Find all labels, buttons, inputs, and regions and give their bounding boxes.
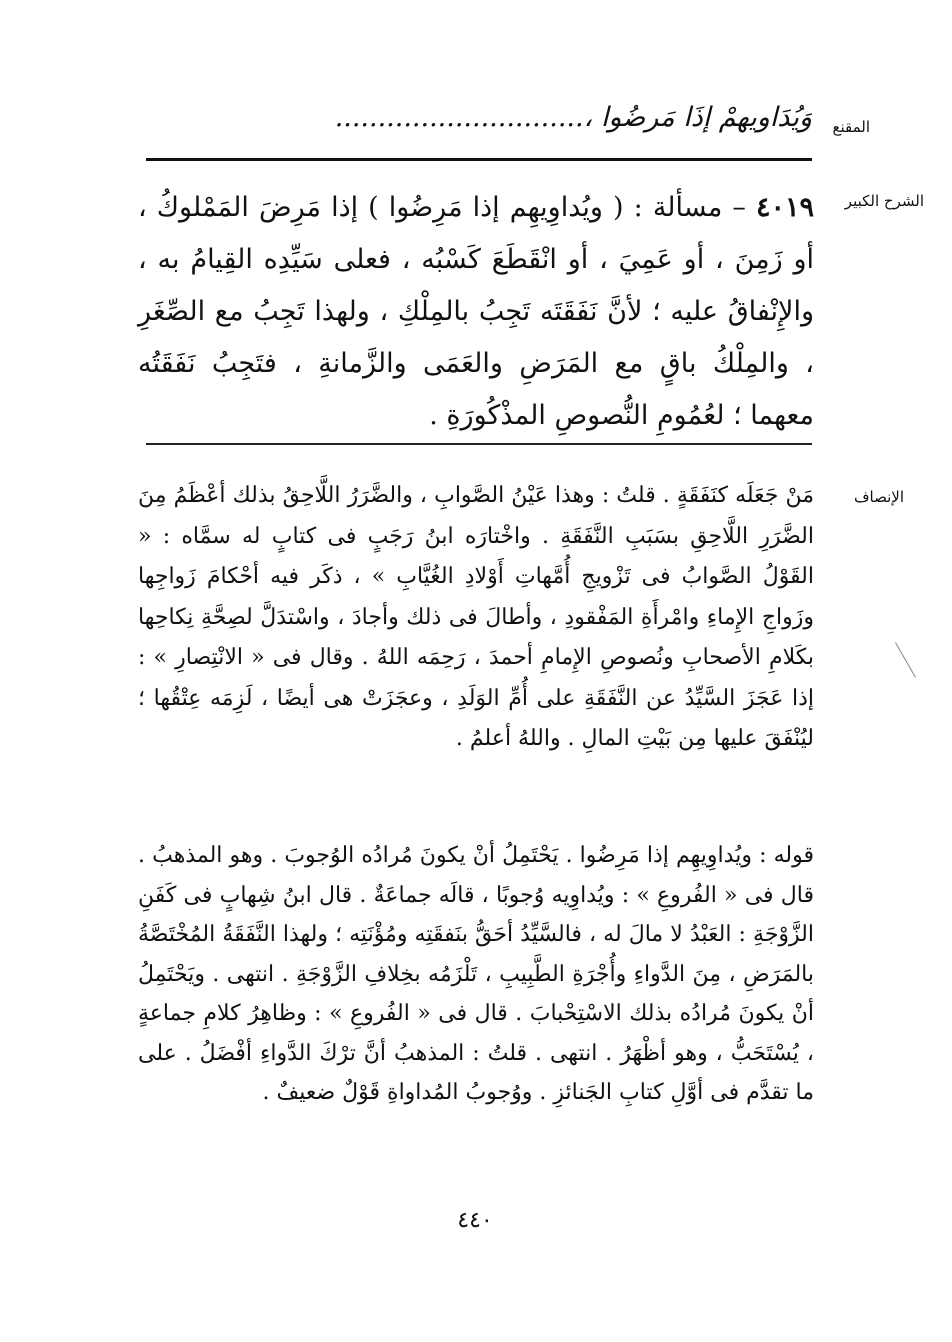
- issue-number: ٤٠١٩: [755, 192, 814, 223]
- insaf-paragraph-1: [138, 476, 814, 760]
- margin-pencil-mark: [895, 642, 916, 677]
- muqni-label: المقنع: [832, 118, 870, 136]
- insaf-paragraph-1-text: مَنْ جَعَلَه كنَفَقَةٍ . قلتُ : وهذا عَيْنُ الصَّوابِ ، والضَّرَرُ اللَّاحِقُ بذلك أعْظَمُ مِنَ الضَّرَرِ اللَّاحِقِ بسَبَبِ النَّفَقَةِ . واخْتارَه ابنُ رَجَبٍ فى كتابٍ له سمَّاه : « القَوْلُ الصَّوابُ فى تَزْويجِ أُمَّهاتِ أَوْلادِ الغُيَّابِ » ، ذكَر فيه أحْكامَ زَواجِها وزَواجِ الإِماءِ وامْرأَةِ المَفْقودِ ، وأطالَ فى ذلك وأجادَ ، واسْتدَلَّ لصِحَّةِ نِكاحِها بكَلامِ الأصحابِ ونُصوصِ الإِمامِ أحمدَ ، رَحِمَه اللهُ . وقال فى « الانْتِصارِ » : إذا عَجَزَ السَّيِّدُ عن النَّفَقَةِ على أُمِّ الوَلَدِ ، وعجَزَتْ هى أيضًا ، لَزِمَه عِتْقُها ؛ ليُنْفَقَ عليها مِن بَيْتِ المالِ . واللهُ أعلمُ .: [138, 483, 814, 751]
- sharh-kabir-body: – مسألة : ( ويُداوِيهِم إذا مَرِضُوا ) إذا مَرِضَ المَمْلوكُ ، أو زَمِنَ ، أو عَمِيَ ، أو انْقَطَعَ كَسْبُه ، فعلى سَيِّدِه القِيامُ به ، والإِنْفاقُ عليه ؛ لأنَّ نَفَقَتَه تَجِبُ بالمِلْكِ ، ولهذا تَجِبُ مع الصِّغَرِ ، والمِلْكُ باقٍ مع المَرَضِ والعَمَى والزَّمانةِ ، فتَجِبُ نَفَقَتُه معهما ؛ لعُمُومِ النُّصوصِ المذْكُورَةِ .: [138, 192, 814, 431]
- page-number: ٤٤٠: [457, 1208, 493, 1233]
- section-divider: [146, 443, 812, 445]
- header-rule: [146, 158, 812, 161]
- sharh-kabir-text: [138, 182, 814, 442]
- sharh-kabir-label: الشرح الكبير: [844, 192, 924, 210]
- insaf-paragraph-2: [138, 836, 814, 1113]
- insaf-paragraph-2-text: قوله : ويُداوِيهِم إذا مَرِضُوا . يَحْتَمِلُ أنْ يكونَ مُرادُه الوُجوبَ . وهو المذهبُ . قال فى « الفُروعِ » : ويُداوِيه وُجوبًا ، قالَه جماعَةٌ . قال ابنُ شِهابٍ فى كَفَنِ الزَّوْجَةِ : العَبْدُ لا مالَ له ، فالسَّيِّدُ أحَقُّ بنَفقَتِه ومُؤْنَتِه ؛ ولهذا النَّفَقَةُ المُخْتَصَّةُ بالمَرَضِ ، مِنَ الدَّواءِ وأُجْرَةِ الطَّبِيبِ ، تَلْزَمُه بخِلافِ الزَّوْجَةِ . انتهى . ويَحْتَمِلُ أنْ يكونَ مُرادُه بذلك الاسْتِحْبابَ . قال فى « الفُروعِ » : وظاهِرُ كلامِ جماعةٍ ، يُسْتَحَبُّ ، وهو أظْهَرُ . انتهى . قلتُ : المذهبُ أنَّ ترْكَ الدَّواءِ أفْضَلُ . على ما تقدَّم فى أوَّلِ كتابِ الجَنائزِ . ووُجوبُ المُداواةِ قَوْلٌ ضعيفٌ .: [138, 843, 814, 1105]
- insaf-label: الإنصاف: [853, 488, 904, 506]
- page-header-text: وَيُدَاوِيهِمْ إِذَا مَرِضُوا ،.............................: [334, 102, 812, 133]
